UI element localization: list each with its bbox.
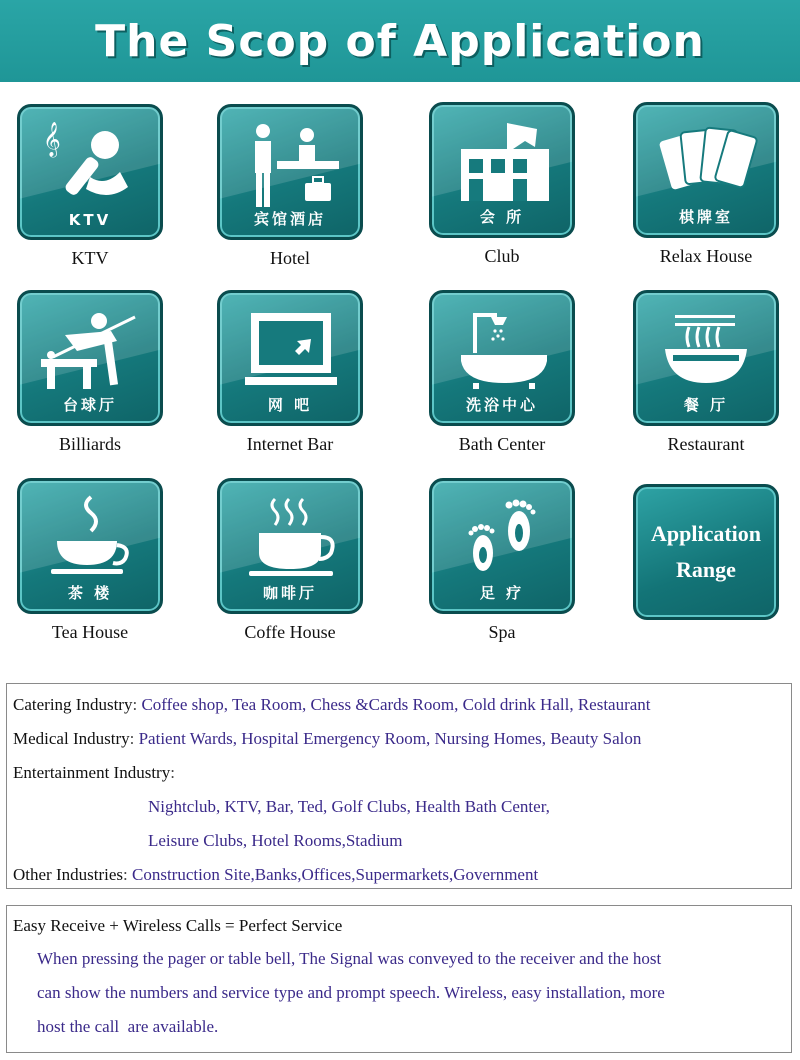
service-line-3: host the call are available. <box>37 1017 219 1036</box>
industry-other-label: Other Industries <box>13 865 124 884</box>
industry-other <box>13 858 785 892</box>
tile-tea-house-caption: Tea House <box>51 622 129 642</box>
tile-bath-center <box>412 290 592 455</box>
industry-catering-value: Coffee shop, Tea Room, Chess &Cards Room, Cold drink Hall, Restaurant <box>137 695 651 714</box>
tile-ktv-card <box>17 104 163 240</box>
tile-hotel <box>200 104 380 269</box>
tile-hotel-card <box>217 104 363 240</box>
tile-internet-bar-cn: 网 吧 <box>267 396 313 414</box>
industry-medical-value: Patient Wards, Hospital Emergency Room, Nursing Homes, Beauty Salon <box>134 729 642 748</box>
tea-cup-icon <box>35 491 145 586</box>
tile-bath-center-card <box>429 290 575 426</box>
tile-spa-caption: Spa <box>488 622 516 642</box>
tile-relax-house-caption: Relax House <box>659 246 753 266</box>
tile-ktv <box>0 104 180 269</box>
industry-other-sep: : <box>123 865 128 884</box>
tile-tea-house <box>0 478 180 643</box>
club-building-icon <box>447 115 557 210</box>
playing-cards-icon <box>651 115 761 210</box>
tile-tea-house-cn: 茶 楼 <box>67 584 113 602</box>
noodle-bowl-icon <box>651 303 761 398</box>
industry-entertainment-sep: : <box>170 763 175 782</box>
microphone-icon <box>35 117 145 212</box>
industry-catering <box>13 688 785 722</box>
tile-coffe-house <box>200 478 380 643</box>
tile-internet-bar-card <box>217 290 363 426</box>
coffee-cup-icon <box>235 491 345 586</box>
svg-text:𝄞: 𝄞 <box>43 122 61 157</box>
tile-internet-bar <box>200 290 380 455</box>
service-line-2: can show the numbers and service type and prompt speech. Wireless, easy installation, more <box>37 983 665 1002</box>
tile-relax-house <box>616 102 796 267</box>
tile-relax-house-cn: 棋牌室 <box>678 208 733 226</box>
billiards-icon <box>35 303 145 398</box>
industry-medical-label: Medical Industry <box>13 729 130 748</box>
service-line-1: When pressing the pager or table bell, The Signal was conveyed to the receiver and the host <box>37 949 662 968</box>
industry-catering-label: Catering Industry <box>13 695 133 714</box>
industry-entertainment-value-1: Nightclub, KTV, Bar, Ted, Golf Clubs, Health Bath Center, <box>148 797 550 816</box>
tile-billiards-caption: Billiards <box>59 434 121 454</box>
tile-billiards <box>0 290 180 455</box>
tile-spa <box>412 478 592 643</box>
tile-ktv-caption: KTV <box>71 248 109 268</box>
tile-restaurant <box>616 290 796 455</box>
tile-club-caption: Club <box>484 246 520 266</box>
industry-medical-sep: : <box>129 729 135 748</box>
tile-coffe-house-caption: Coffe House <box>244 622 336 642</box>
tile-relax-house-card <box>633 102 779 238</box>
title-banner <box>0 0 800 82</box>
industry-medical <box>13 722 785 756</box>
industry-entertainment-value-2: Leisure Clubs, Hotel Rooms,Stadium <box>148 831 403 850</box>
industry-entertainment <box>13 756 785 790</box>
tile-coffe-house-card <box>217 478 363 614</box>
tile-internet-bar-caption: Internet Bar <box>246 434 334 454</box>
tile-restaurant-card <box>633 290 779 426</box>
industry-entertainment-label: Entertainment Industry <box>13 763 171 782</box>
industries-box <box>6 683 792 889</box>
reception-icon <box>235 117 345 212</box>
tile-application-range <box>616 484 796 620</box>
service-headline: Easy Receive + Wireless Calls = Perfect Service <box>13 916 343 935</box>
industry-other-value: Construction Site,Banks,Offices,Supermarkets,Government <box>127 865 539 884</box>
tile-coffe-house-cn: 咖啡厅 <box>262 584 317 602</box>
tile-club-cn: 会 所 <box>479 208 525 226</box>
industry-catering-sep: : <box>132 695 138 714</box>
computer-icon <box>235 303 345 398</box>
tile-restaurant-cn: 餐 厅 <box>683 396 729 414</box>
tile-billiards-card <box>17 290 163 426</box>
tile-spa-card <box>429 478 575 614</box>
bathtub-icon <box>447 303 557 398</box>
service-description <box>13 942 785 1044</box>
page-title: The Scop of Application <box>95 15 705 67</box>
tile-bath-center-cn: 洗浴中心 <box>465 396 538 414</box>
footprints-icon <box>447 491 557 586</box>
tile-restaurant-caption: Restaurant <box>667 434 745 454</box>
tile-billiards-cn: 台球厅 <box>62 396 117 414</box>
tile-club-card <box>429 102 575 238</box>
tile-club <box>412 102 592 267</box>
tile-ktv-cn: KTV <box>68 211 112 229</box>
service-box <box>6 905 792 1053</box>
tile-tea-house-card <box>17 478 163 614</box>
tile-spa-cn: 足 疗 <box>479 584 525 602</box>
tile-hotel-cn: 宾馆酒店 <box>253 210 326 228</box>
application-range-line2: Range <box>676 557 736 582</box>
tile-hotel-caption: Hotel <box>270 248 310 268</box>
application-range-line1: Application <box>650 521 762 546</box>
tile-bath-center-caption: Bath Center <box>458 434 546 454</box>
application-range-card <box>633 484 779 620</box>
